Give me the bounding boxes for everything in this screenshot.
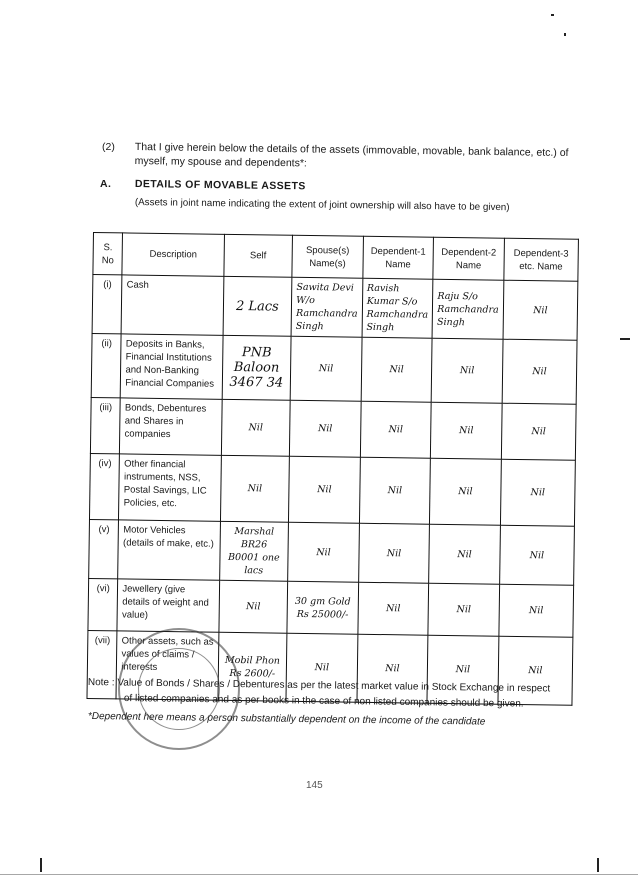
cell-dependent-3: Nil — [498, 636, 573, 705]
header-dependent-3: Dependent-3 etc. Name — [504, 238, 579, 281]
row-number: (vii) — [87, 630, 117, 698]
header-sno: S. No — [93, 233, 123, 275]
cell-dependent-2: Raju S/o Ramchandra Singh — [432, 279, 503, 339]
note-line-2: of listed companies and as per books in the case of non listed companies should be given. — [123, 692, 524, 710]
cell-spouse: Nil — [288, 522, 359, 582]
table-row — [92, 275, 578, 341]
section-letter: A. — [100, 178, 112, 190]
header-dependent-1: Dependent-1 Name — [363, 236, 434, 279]
page-number: 145 — [306, 780, 323, 791]
cell-dependent-2: Nil — [429, 524, 500, 584]
row-number: (v) — [89, 519, 119, 578]
row-description: Cash — [121, 275, 223, 335]
cell-dependent-2: Nil — [431, 338, 502, 403]
cell-spouse: Nil — [290, 400, 361, 457]
note-line-1: Note : Value of Bonds / Shares / Debentures as per the latest market value in Stock Exchange in respect — [87, 676, 551, 695]
cell-self: Nil — [221, 399, 290, 456]
row-number: (iii) — [90, 397, 120, 453]
table-row — [91, 333, 577, 404]
row-description: Motor Vehicles (details of make, etc.) — [118, 520, 220, 580]
cell-dependent-3: Nil — [499, 525, 574, 585]
cell-dependent-1: Nil — [360, 401, 431, 458]
row-description: Bonds, Debentures and Shares in companies — [120, 398, 222, 455]
cell-dependent-2: Nil — [431, 402, 502, 459]
cell-dependent-1: Nil — [361, 337, 432, 402]
scan-mark — [0, 874, 638, 875]
cell-dependent-3: Nil — [501, 403, 576, 460]
cell-dependent-1: Ravish Kumar S/o Ramchandra Singh — [362, 278, 433, 338]
cell-self: Nil — [220, 455, 289, 522]
cell-dependent-1: Nil — [357, 634, 428, 703]
scan-mark — [620, 338, 630, 340]
cell-spouse: Sawita Devi W/o Ramchandra Singh — [291, 277, 362, 337]
scan-mark — [564, 33, 566, 36]
section-subtitle: (Assets in joint name indicating the extent of joint ownership will also have to be given) — [134, 196, 510, 214]
section-intro: That I give herein below the details of the assets (immovable, movable, bank balance, etc.) of myself, my spouse and dependents*: — [134, 140, 569, 170]
row-description: Other assets, such as values of claims / interests — [116, 631, 218, 700]
row-number: (ii) — [91, 333, 121, 397]
row-number: (i) — [92, 275, 122, 334]
cell-self: Mobil Phon Rs 2600/- — [218, 632, 287, 701]
row-description: Jewellery (give details of weight and value) — [117, 579, 219, 632]
cell-dependent-2: Nil — [427, 635, 498, 704]
cell-self: 2 Lacs — [223, 276, 292, 336]
cell-spouse: Nil — [289, 456, 360, 523]
header-spouse: Spouse(s) Name(s) — [292, 235, 363, 278]
cell-dependent-3: Nil — [502, 339, 577, 404]
row-description: Other financial instruments, NSS, Postal Savings, LIC Policies, etc. — [119, 454, 221, 521]
header-self: Self — [224, 234, 293, 277]
cell-self: Nil — [219, 580, 288, 633]
cell-self: PNB Baloon 3467 34 — [222, 335, 291, 400]
table-row — [90, 397, 576, 460]
row-description: Deposits in Banks, Financial Institutions and Non-Banking Financial Companies — [121, 334, 223, 399]
note-line-3: *Dependent here means a person substantially dependent on the income of the candidate — [87, 710, 486, 728]
section-title: DETAILS OF MOVABLE ASSETS — [134, 178, 306, 193]
table-row — [89, 453, 575, 526]
cell-spouse: 30 gm Gold Rs 25000/- — [287, 581, 358, 634]
header-description: Description — [122, 233, 224, 276]
cell-dependent-3: Nil — [499, 584, 574, 637]
scan-mark — [40, 858, 42, 872]
scan-mark — [597, 858, 599, 872]
scan-mark — [551, 14, 554, 16]
row-number: (vi) — [88, 578, 118, 630]
cell-spouse: Nil — [286, 633, 357, 702]
row-number: (iv) — [89, 453, 119, 519]
cell-dependent-1: Nil — [358, 582, 429, 635]
table-row — [88, 578, 574, 637]
cell-dependent-1: Nil — [359, 457, 430, 524]
cell-spouse: Nil — [290, 336, 361, 401]
cell-self: Marshal BR26 B0001 one lacs — [219, 521, 288, 581]
header-dependent-2: Dependent-2 Name — [433, 237, 504, 280]
cell-dependent-3: Nil — [503, 280, 578, 340]
table-row — [89, 519, 575, 585]
cell-dependent-1: Nil — [358, 523, 429, 583]
cell-dependent-2: Nil — [430, 458, 501, 525]
cell-dependent-3: Nil — [500, 459, 575, 526]
cell-dependent-2: Nil — [428, 583, 499, 636]
section-number: (2) — [102, 141, 115, 153]
